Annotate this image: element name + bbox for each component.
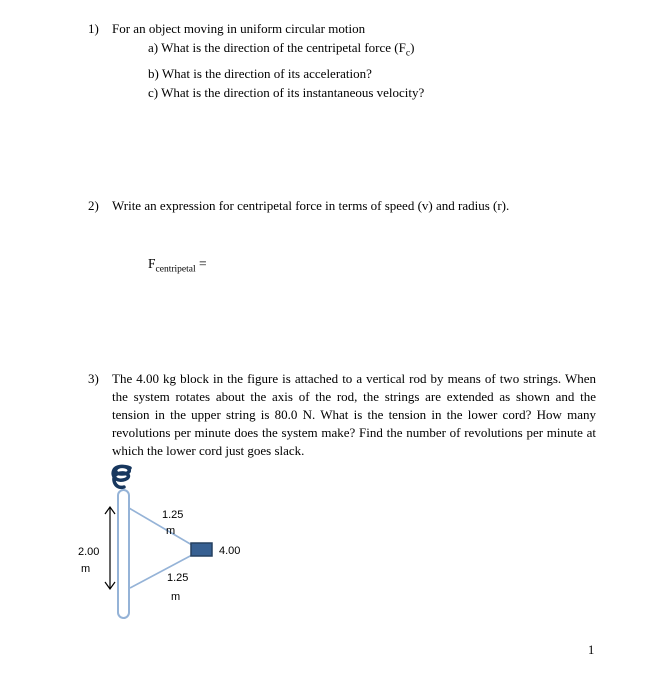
question-2-number: 2) [88, 198, 99, 213]
equals-sign: = [195, 256, 207, 271]
question-3 [88, 370, 596, 460]
question-1a [148, 38, 424, 64]
rod-and-strings-diagram [70, 460, 260, 632]
question-1c: c) What is the direction of its instantaneous velocity? [148, 84, 425, 100]
vertical-rod [118, 490, 129, 618]
question-1-number: 1) [88, 21, 99, 36]
block-mass-label: 4.00 [219, 545, 241, 557]
force-subscript: centripetal [155, 264, 196, 275]
question-1b: b) What is the direction of its acceleration? [148, 65, 372, 81]
question-1-text: For an object moving in uniform circular motion [112, 21, 366, 36]
question-1a-text: a) What is the direction of the centripetal force (F [148, 40, 406, 55]
question-1 [88, 20, 365, 38]
height-value-label: 2.00 [78, 546, 100, 558]
question-3-text: The 4.00 kg block in the figure is attached to a vertical rod by means of two strings. When the system rotates about the axis of the rod, the strings are extended as shown and the tension in the upper string is 80.0 N. What is the tension in the lower cord? How many revolutions per minute does the system make? Find the number of revolutions per minute at which the lower cord just goes slack. [112, 371, 596, 458]
lower-string-value-label: 1.25 [167, 572, 189, 584]
question-2-text: Write an expression for centripetal force in terms of speed (v) and radius (r). [112, 198, 510, 213]
upper-string-unit-label: m [166, 525, 176, 537]
question-1a-subscript: c [405, 48, 411, 59]
spring-squiggle-icon [113, 466, 130, 487]
page-number: 1 [588, 643, 595, 657]
centripetal-force-expression [148, 256, 207, 275]
question-2 [88, 197, 509, 215]
question-1-subitems [148, 38, 424, 102]
height-unit-label: m [81, 563, 91, 575]
force-symbol: F [148, 256, 156, 271]
question-1a-close: ) [410, 40, 415, 55]
question-3-number: 3) [88, 371, 99, 386]
block [191, 543, 212, 556]
lower-string-unit-label: m [171, 591, 181, 603]
upper-string-value-label: 1.25 [162, 509, 184, 521]
question-3-figure [70, 460, 260, 637]
